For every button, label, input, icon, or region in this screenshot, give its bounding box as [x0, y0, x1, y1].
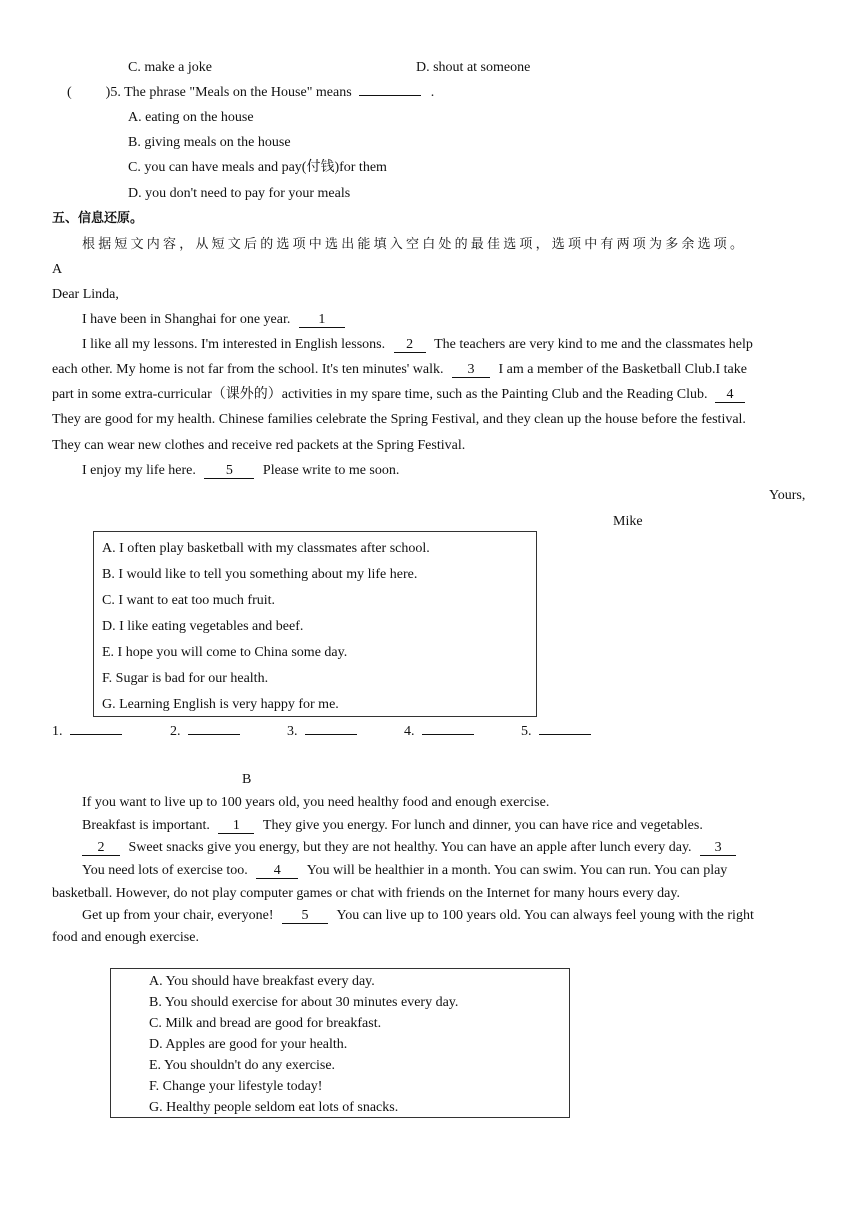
passage-b-line-2 [82, 817, 703, 835]
answer-number: 4. [404, 724, 415, 739]
answer-1 [52, 723, 122, 741]
passage-b-text: They give you energy. For lunch and dinner, you can have rice and vegetables. [262, 818, 703, 833]
answer-blank-5[interactable] [539, 734, 591, 735]
q5-line [67, 84, 434, 102]
passage-a-option-g: G. Learning English is very happy for me. [102, 697, 339, 712]
passage-b-line-1: If you want to live up to 100 years old, you need healthy food and enough exercise. [82, 795, 550, 810]
q5-option-d: D. you don't need to pay for your meals [128, 186, 351, 201]
answer-number: 5. [521, 724, 532, 739]
answer-3 [287, 723, 357, 741]
q5-period: . [430, 85, 435, 100]
answer-number: 3. [287, 724, 298, 739]
passage-a-blank-1[interactable]: 1 [299, 312, 345, 328]
passage-b-text: You need lots of exercise too. [82, 863, 248, 878]
passage-b-option-b: B. You should exercise for about 30 minutes every day. [149, 995, 459, 1010]
passage-a-blank-3[interactable]: 3 [452, 362, 490, 378]
answer-blank-2[interactable] [188, 734, 240, 735]
answer-blank-3[interactable] [305, 734, 357, 735]
passage-a-text: each other. My home is not far from the school. It's ten minutes' walk. [52, 362, 444, 377]
passage-b-text: You can live up to 100 years old. You can always feel young with the right [336, 908, 754, 923]
passage-b-option-c: C. Milk and bread are good for breakfast. [149, 1016, 382, 1031]
passage-b-blank-1[interactable]: 1 [218, 818, 254, 834]
passage-a-line-2 [82, 336, 753, 354]
passage-a-option-a: A. I often play basketball with my classmates after school. [102, 541, 430, 556]
answer-number: 1. [52, 724, 63, 739]
passage-b-options-box [110, 968, 570, 1118]
q5-blank[interactable] [359, 95, 421, 96]
passage-b-option-a: A. You should have breakfast every day. [149, 974, 375, 989]
passage-a-blank-2[interactable]: 2 [394, 337, 426, 353]
q4-option-d: D. shout at someone [416, 60, 531, 75]
passage-b-text: Get up from your chair, everyone! [82, 908, 274, 923]
answer-number: 2. [170, 724, 181, 739]
passage-a-line-4 [52, 386, 745, 404]
passage-b-label: B [242, 772, 252, 787]
passage-a-line-3 [52, 361, 747, 379]
answer-blank-1[interactable] [70, 734, 122, 735]
passage-b-blank-4[interactable]: 4 [256, 863, 298, 879]
passage-a-text: The teachers are very kind to me and the classmates help [434, 337, 753, 352]
passage-b-line-7: food and enough exercise. [52, 930, 199, 945]
section-instruction: 根据短文内容，从短文后的选项中选出能填入空白处的最佳选项，选项中有两项为多余选项。 [82, 237, 747, 252]
answer-5 [521, 723, 591, 741]
passage-a-option-f: F. Sugar is bad for our health. [102, 671, 269, 686]
q4-option-c: C. make a joke [128, 60, 212, 75]
passage-a-text: I am a member of the Basketball Club.I take [498, 362, 747, 377]
letter-signature: Mike [613, 514, 643, 529]
passage-a-text: I have been in Shanghai for one year. [82, 312, 291, 327]
passage-a-option-b: B. I would like to tell you something about my life here. [102, 567, 418, 582]
passage-b-line-6 [82, 907, 754, 925]
passage-a-blank-5[interactable]: 5 [204, 463, 254, 479]
q5-stem: 5. The phrase "Meals on the House" means [110, 85, 352, 100]
passage-b-line-5: basketball. However, do not play computer games or chat with friends on the Internet for many hours every day. [52, 886, 680, 901]
passage-a-option-e: E. I hope you will come to China some day. [102, 645, 348, 660]
passage-a-blank-4[interactable]: 4 [715, 387, 745, 403]
letter-salutation: Dear Linda, [52, 287, 119, 302]
q5-option-b: B. giving meals on the house [128, 135, 291, 150]
answer-2 [170, 723, 240, 741]
passage-a-line-6: They can wear new clothes and receive red packets at the Spring Festival. [52, 438, 466, 453]
letter-closing: Yours, [769, 488, 806, 503]
passage-b-blank-3[interactable]: 3 [700, 840, 736, 856]
passage-a-line-5: They are good for my health. Chinese families celebrate the Spring Festival, and they clean up the house before the festival. [52, 412, 746, 427]
answer-blank-4[interactable] [422, 734, 474, 735]
passage-a-option-c: C. I want to eat too much fruit. [102, 593, 276, 608]
passage-b-blank-2[interactable]: 2 [82, 840, 120, 856]
passage-a-options-box [93, 531, 537, 717]
passage-a-label: A [52, 262, 63, 277]
passage-b-line-3 [82, 839, 736, 857]
q5-paren-open: ( [67, 85, 72, 100]
answer-4 [404, 723, 474, 741]
passage-b-line-4 [82, 862, 727, 880]
passage-b-text: Sweet snacks give you energy, but they are not healthy. You can have an apple after lunch every day. [128, 840, 692, 855]
passage-a-text: part in some extra-curricular（课外的）activities in my spare time, such as the Painting Club and the Reading Club. [52, 387, 708, 402]
passage-a-line-7 [82, 462, 399, 480]
q5-paren-close: ) [105, 85, 111, 100]
passage-b-option-f: F. Change your lifestyle today! [149, 1079, 323, 1094]
passage-b-blank-5[interactable]: 5 [282, 908, 328, 924]
passage-a-text: I enjoy my life here. [82, 463, 196, 478]
passage-a-text: Please write to me soon. [262, 463, 400, 478]
q5-option-a: A. eating on the house [128, 110, 254, 125]
passage-a-line-1 [82, 311, 345, 329]
q5-option-c: C. you can have meals and pay(付钱)for them [128, 160, 387, 175]
passage-b-option-e: E. You shouldn't do any exercise. [149, 1058, 336, 1073]
passage-b-text: Breakfast is important. [82, 818, 210, 833]
section-heading: 五、信息还原。 [52, 211, 144, 226]
passage-b-option-d: D. Apples are good for your health. [149, 1037, 348, 1052]
passage-b-option-g: G. Healthy people seldom eat lots of snacks. [149, 1100, 399, 1115]
passage-a-option-d: D. I like eating vegetables and beef. [102, 619, 304, 634]
passage-b-text: You will be healthier in a month. You can swim. You can run. You can play [306, 863, 728, 878]
passage-a-text: I like all my lessons. I'm interested in English lessons. [82, 337, 386, 352]
